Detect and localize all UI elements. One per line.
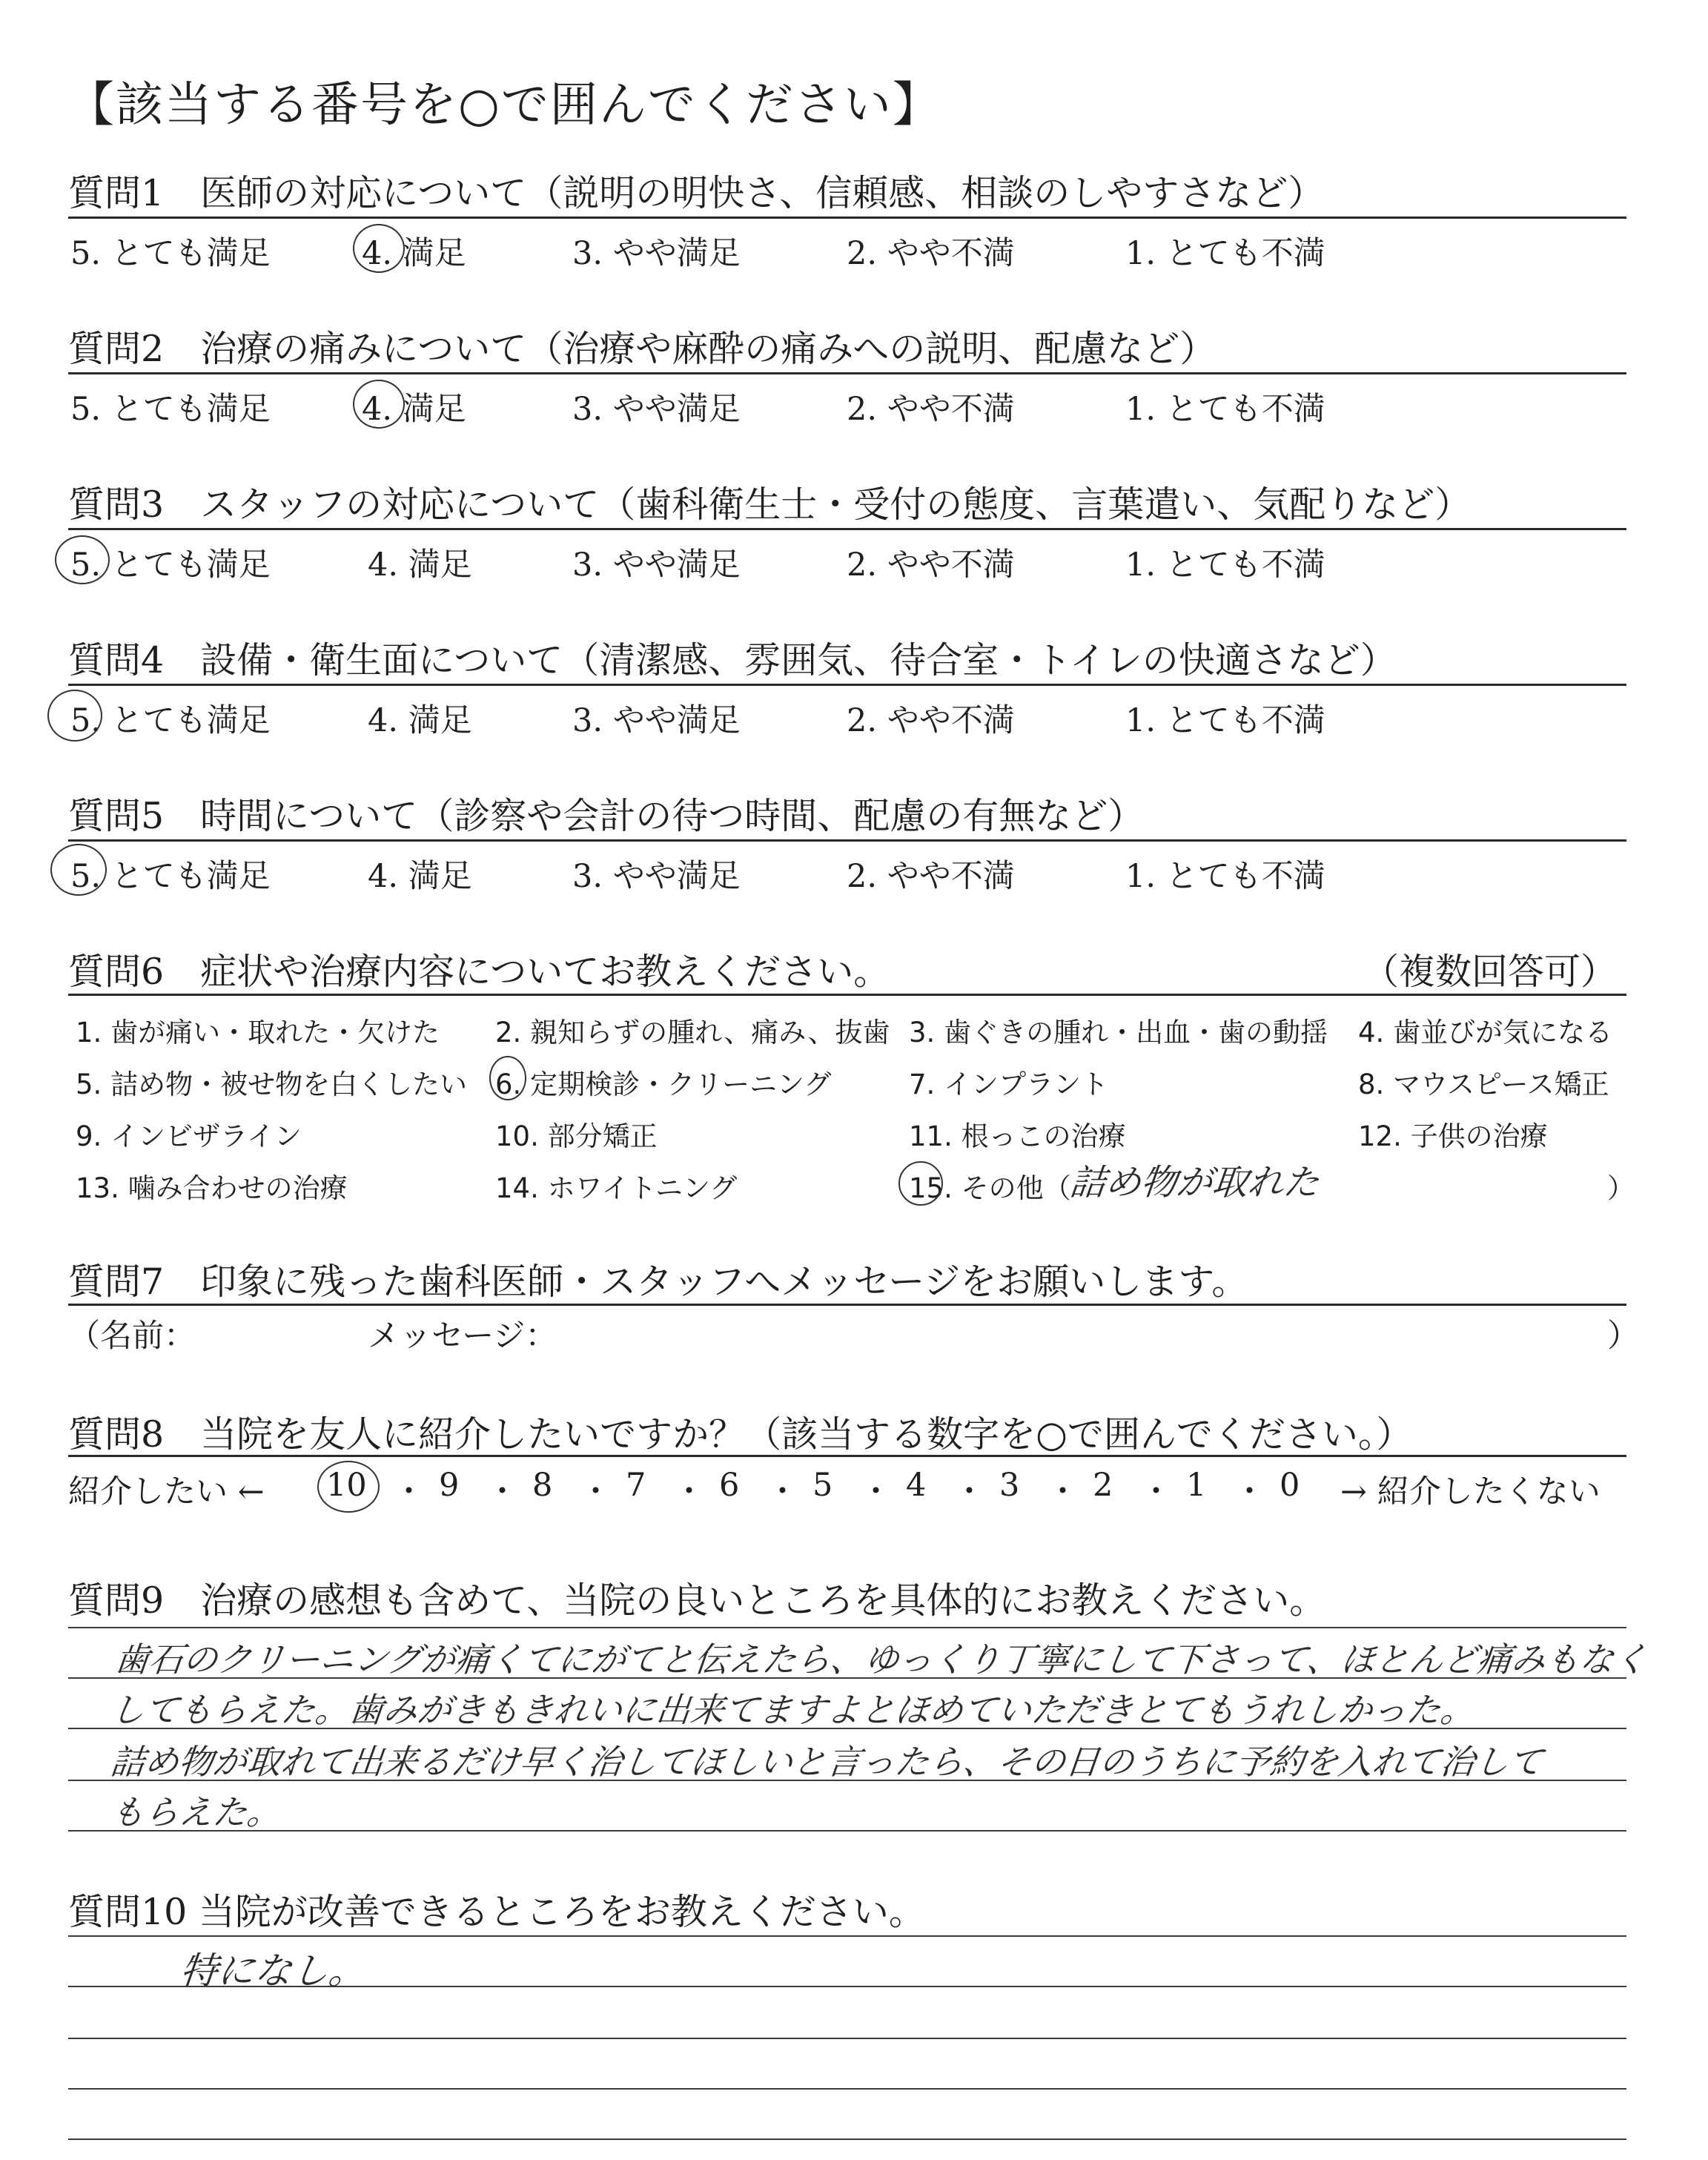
q8-score-0[interactable]: 0 [1280, 1467, 1300, 1504]
q5-option-4[interactable]: 4. 満足 [368, 858, 472, 895]
question-10-heading: 質問10 当院が改善できるところをお教えください。 [68, 1891, 925, 1933]
q8-separator: ・ [1047, 1473, 1079, 1510]
q8-separator: ・ [486, 1473, 518, 1510]
q6-option-14[interactable]: 14. ホワイトニング [495, 1172, 738, 1204]
q5-option-5[interactable]: 5. とても満足 [70, 858, 271, 895]
form-title: 【該当する番号を○で囲んでください】 [67, 78, 941, 133]
q6-option-8[interactable]: 8. マウスピース矯正 [1358, 1069, 1609, 1100]
q7-name-label: （名前： [68, 1318, 196, 1355]
q9-handwritten-line-2: してもらえた。歯みがきもきれいに出来てますよとほめていただきとてもうれしかった。 [108, 1690, 1477, 1730]
q6-option-12[interactable]: 12. 子供の治療 [1358, 1120, 1548, 1152]
q4-option-1[interactable]: 1. とても不満 [1125, 702, 1325, 739]
question-7-rule [68, 1304, 1626, 1306]
q8-score-1[interactable]: 1 [1186, 1467, 1207, 1504]
question-9-heading: 質問9 治療の感想も含めて、当院の良いところを具体的にお教えください。 [68, 1579, 1326, 1622]
question-3-heading: 質問3 スタッフの対応について（歯科衛生士・受付の態度、言葉遣い、気配りなど） [68, 483, 1472, 526]
q8-score-8[interactable]: 8 [532, 1467, 553, 1504]
question-6-heading: 質問6 症状や治療内容についてお教えください。 [68, 951, 890, 993]
q6-option-9[interactable]: 9. インビザライン [76, 1120, 302, 1152]
q4-option-5[interactable]: 5. とても満足 [70, 702, 271, 739]
q8-score-9[interactable]: 9 [439, 1467, 460, 1504]
question-8-rule [68, 1455, 1626, 1457]
q2-selection-circle [353, 380, 405, 429]
q4-option-3[interactable]: 3. やや満足 [572, 702, 741, 739]
q8-score-6[interactable]: 6 [719, 1467, 740, 1504]
q5-option-1[interactable]: 1. とても不満 [1125, 858, 1325, 895]
q6-other-handwritten: 詰め物が取れた [1068, 1162, 1322, 1203]
q10-answer-line [68, 2038, 1626, 2039]
q8-separator: ・ [580, 1473, 612, 1510]
q7-message-label: メッセージ： [368, 1318, 557, 1355]
q8-separator: ・ [953, 1473, 985, 1510]
q6-option-3[interactable]: 3. 歯ぐきの腫れ・出血・歯の動揺 [909, 1017, 1328, 1048]
q8-score-5[interactable]: 5 [812, 1467, 833, 1504]
question-4-rule [68, 684, 1626, 686]
q4-option-2[interactable]: 2. やや不満 [847, 702, 1015, 739]
q6-option-7[interactable]: 7. インプラント [909, 1069, 1109, 1100]
q8-score-4[interactable]: 4 [906, 1467, 927, 1504]
q8-separator: ・ [1140, 1473, 1172, 1510]
q4-selection-circle [47, 690, 102, 742]
q3-option-2[interactable]: 2. やや不満 [847, 546, 1015, 584]
q8-separator: ・ [673, 1473, 705, 1510]
q1-option-1[interactable]: 1. とても不満 [1125, 235, 1325, 272]
q3-option-3[interactable]: 3. やや満足 [572, 546, 741, 584]
q6-option-5[interactable]: 5. 詰め物・被せ物を白くしたい [76, 1069, 468, 1100]
question-5-heading: 質問5 時間について（診察や会計の待つ時間、配慮の有無など） [68, 795, 1145, 837]
q1-option-3[interactable]: 3. やや満足 [572, 235, 741, 272]
question-8-heading: 質問8 当院を友人に紹介したいですか？（該当する数字を○で囲んでください。） [68, 1413, 1413, 1456]
question-1-rule [68, 217, 1626, 219]
q2-option-3[interactable]: 3. やや満足 [572, 391, 741, 428]
q2-option-1[interactable]: 1. とても不満 [1125, 391, 1325, 428]
q1-option-4[interactable]: 4. 満足 [362, 235, 466, 272]
q2-option-5[interactable]: 5. とても満足 [70, 391, 271, 428]
q2-option-2[interactable]: 2. やや不満 [847, 391, 1015, 428]
q6-option-2[interactable]: 2. 親知らずの腫れ、痛み、抜歯 [495, 1017, 890, 1048]
q10-answer-line [68, 2088, 1626, 2090]
q8-score-7[interactable]: 7 [626, 1467, 646, 1504]
question-7-heading: 質問7 印象に残った歯科医師・スタッフへメッセージをお願いします。 [68, 1261, 1248, 1303]
q4-option-4[interactable]: 4. 満足 [368, 702, 472, 739]
q5-option-3[interactable]: 3. やや満足 [572, 858, 741, 895]
question-6-note: （複数回答可） [1363, 951, 1618, 993]
q8-score-2[interactable]: 2 [1093, 1467, 1113, 1504]
question-6-rule [68, 994, 1626, 996]
q5-selection-circle [50, 844, 107, 896]
question-2-rule [68, 372, 1626, 374]
question-1-heading: 質問1 医師の対応について（説明の明快さ、信頼感、相談のしやすさなど） [68, 172, 1325, 214]
q9-answer-line [68, 1627, 1626, 1628]
q6-option-10[interactable]: 10. 部分矯正 [495, 1120, 658, 1152]
q9-handwritten-line-1: 歯石のクリーニングが痛くてにがてと伝えたら、ゆっくり丁寧にして下さって、ほとんど痛みもなく [113, 1639, 1650, 1680]
q3-option-1[interactable]: 1. とても不満 [1125, 546, 1325, 584]
question-4-heading: 質問4 設備・衛生面について（清潔感、雰囲気、待合室・トイレの快適さなど） [68, 639, 1397, 681]
q3-selection-circle [55, 535, 110, 584]
q6-option-15[interactable]: 15. その他（ [909, 1172, 1071, 1204]
q3-option-4[interactable]: 4. 満足 [368, 546, 472, 584]
q10-handwritten-answer: 特になし。 [178, 1949, 368, 1992]
q9-handwritten-line-3: 詰め物が取れて出来るだけ早く治してほしいと言ったら、その日のうちに予約を入れて治して [108, 1742, 1545, 1782]
q10-answer-line [68, 2138, 1626, 2140]
q6-option-13[interactable]: 13. 噛み合わせの治療 [76, 1172, 348, 1204]
q8-score-10[interactable]: 10 [326, 1467, 367, 1504]
q9-answer-line [68, 1830, 1626, 1832]
q1-option-5[interactable]: 5. とても満足 [70, 235, 271, 272]
q8-score-3[interactable]: 3 [999, 1467, 1020, 1504]
q1-option-2[interactable]: 2. やや不満 [847, 235, 1015, 272]
q6-option-1[interactable]: 1. 歯が痛い・取れた・欠けた [76, 1017, 440, 1048]
q6-other-close-paren: ） [1607, 1172, 1635, 1204]
question-3-rule [68, 528, 1626, 530]
q6-option-6[interactable]: 6. 定期検診・クリーニング [495, 1069, 832, 1100]
q8-selection-circle [317, 1461, 380, 1513]
q6-option-11[interactable]: 11. 根っこの治療 [909, 1120, 1126, 1152]
q6-selection-circle-6 [489, 1056, 526, 1100]
question-2-heading: 質問2 治療の痛みについて（治療や麻酔の痛みへの説明、配慮など） [68, 328, 1217, 370]
q7-close-paren: ） [1607, 1318, 1639, 1355]
q6-option-4[interactable]: 4. 歯並びが気になる [1358, 1017, 1613, 1048]
question-5-rule [68, 839, 1626, 842]
q8-right-label: → 紹介したくない [1340, 1473, 1601, 1510]
q10-answer-line [68, 1935, 1626, 1937]
q2-option-4[interactable]: 4. 満足 [362, 391, 466, 428]
q8-left-label: 紹介したい ← [68, 1473, 265, 1510]
q8-separator: ・ [767, 1473, 798, 1510]
q8-separator: ・ [393, 1473, 425, 1510]
q9-handwritten-line-4: もらえた。 [108, 1792, 283, 1832]
q8-separator: ・ [1234, 1473, 1265, 1510]
q6-selection-circle-15 [898, 1161, 943, 1206]
q8-separator: ・ [860, 1473, 892, 1510]
q1-selection-circle [353, 224, 405, 273]
q5-option-2[interactable]: 2. やや不満 [847, 858, 1015, 895]
q3-option-5[interactable]: 5. とても満足 [70, 546, 271, 584]
